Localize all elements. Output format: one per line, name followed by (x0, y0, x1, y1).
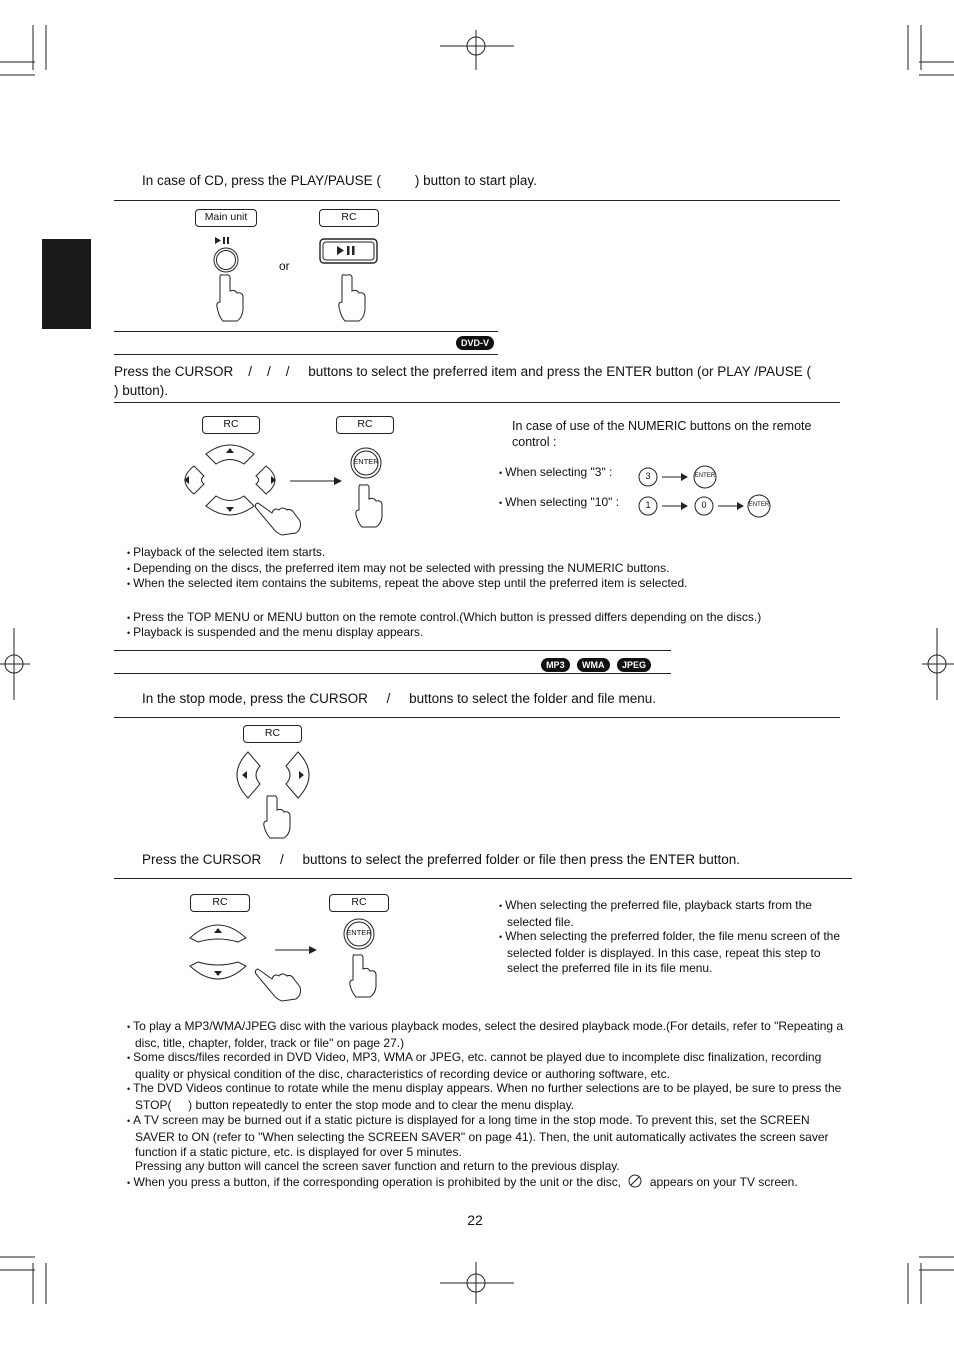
pointing-hand-icon (348, 954, 378, 998)
screen-saver-cancel-note: Pressing any button will cancel the screen saver function and return to the previous display. (135, 1159, 620, 1173)
rc-play-pause-button[interactable] (319, 238, 379, 266)
file-step2-instruction: Press the CURSOR / buttons to select the preferred folder or file then press the ENTER button. (142, 852, 741, 867)
rc-label: RC (319, 209, 379, 227)
dvd-instruction: Press the CURSOR / / / buttons to select the preferred item and press the ENTER button (or PLAY /PAUSE ( ) button). (114, 364, 845, 398)
rc-label: RC (329, 894, 389, 912)
divider (114, 200, 840, 201)
divider (114, 878, 852, 879)
bottom-note: • The DVD Videos continue to rotate while the menu display appears. When no further selections are to be played, be sure to press the STOP( ) button repeatedly to enter the stop mode and to clear the menu display. (127, 1081, 847, 1113)
dvd-note: • Playback of the selected item starts. (127, 545, 835, 562)
pointing-hand-icon (254, 500, 302, 536)
pointing-hand-icon (354, 484, 384, 528)
dvd-note: • When the selected item contains the subitems, repeat the above step until the preferred item is selected. (127, 576, 835, 593)
menu-note: • Playback is suspended and the menu display appears. (127, 625, 835, 642)
num-1-label: 1 (645, 500, 651, 510)
enter-label: ENTER (346, 928, 372, 937)
file-heading-bar (114, 650, 671, 674)
select-10-label: • When selecting "10" : (499, 495, 619, 512)
arrow-right-icon (275, 945, 317, 955)
pointing-hand-icon (337, 274, 367, 322)
rc-label: RC (202, 416, 260, 434)
dvd-note: • Depending on the discs, the preferred item may not be selected with pressing the NUMERIC buttons. (127, 561, 835, 578)
dvd-heading-bar (114, 331, 498, 355)
or-text: or (279, 259, 290, 273)
enter-label: ENTER (748, 502, 770, 508)
prohibited-note: • When you press a button, if the corresponding operation is prohibited by the unit or the disc, appears on your TV screen. (127, 1175, 798, 1189)
prohibited-icon (628, 1174, 642, 1188)
file-side-note: • When selecting the preferred folder, the file menu screen of the selected folder is displayed. In this case, repeat this step to select the preferred file in its file menu. (499, 929, 847, 977)
numeric-note: In case of use of the NUMERIC buttons on the remote control : (512, 419, 812, 449)
bottom-note: • Some discs/files recorded in DVD Video, MP3, WMA or JPEG, etc. cannot be played due to incomplete disc finalization, recording quality or physical condition of the disc, characteristics of recording device or authoring software, etc. (127, 1050, 847, 1082)
bottom-note: • To play a MP3/WMA/JPEG disc with the various playback modes, select the desired playback mode.(For details, refer to "Repeating a disc, title, chapter, folder, track or file" on page 27.) (127, 1019, 847, 1051)
rc-label: RC (336, 416, 394, 434)
cursor-up-down-icon[interactable] (188, 920, 248, 984)
rc-label: RC (190, 894, 250, 912)
file-step1-instruction: In the stop mode, press the CURSOR / buttons to select the folder and file menu. (142, 691, 657, 706)
num-3-label: 3 (645, 471, 651, 481)
section-tab (42, 239, 91, 329)
page-number: 22 (467, 1212, 483, 1228)
num-0-label: 0 (701, 500, 707, 510)
wma-badge: WMA (577, 658, 610, 672)
mp3-badge: MP3 (541, 658, 570, 672)
arrow-right-icon (290, 476, 342, 486)
cd-instruction: In case of CD, press the PLAY/PAUSE ( ) button to start play. (142, 173, 537, 188)
main-unit-label: Main unit (195, 209, 257, 227)
menu-note: • Press the TOP MENU or MENU button on the remote control.(Which button is pressed differs depending on the discs.) (127, 610, 835, 627)
pointing-hand-icon (262, 795, 292, 839)
pointing-hand-icon (254, 966, 302, 1002)
file-side-note: • When selecting the preferred file, playback starts from the selected file. (499, 898, 847, 930)
select-3-label: • When selecting "3" : (499, 465, 612, 482)
pointing-hand-icon (215, 274, 245, 322)
jpeg-badge: JPEG (617, 658, 651, 672)
dvd-v-badge: DVD-V (456, 336, 494, 350)
divider (114, 717, 840, 718)
enter-label: ENTER (694, 473, 716, 479)
main-unit-play-pause-button[interactable] (206, 233, 246, 263)
divider (114, 402, 840, 403)
rc-label: RC (243, 725, 302, 743)
enter-label: ENTER (353, 457, 379, 466)
cursor-left-right-icon[interactable] (234, 750, 314, 800)
bottom-note: • A TV screen may be burned out if a static picture is displayed for a long time in the stop mode. To prevent this, set the SCREEN SAVER to ON (refer to "When selecting the SCREEN SAVER" on page 41). Then, the unit automatically activates the screen saver function if a static picture, etc. is displayed for over 5 minutes. (127, 1113, 847, 1161)
